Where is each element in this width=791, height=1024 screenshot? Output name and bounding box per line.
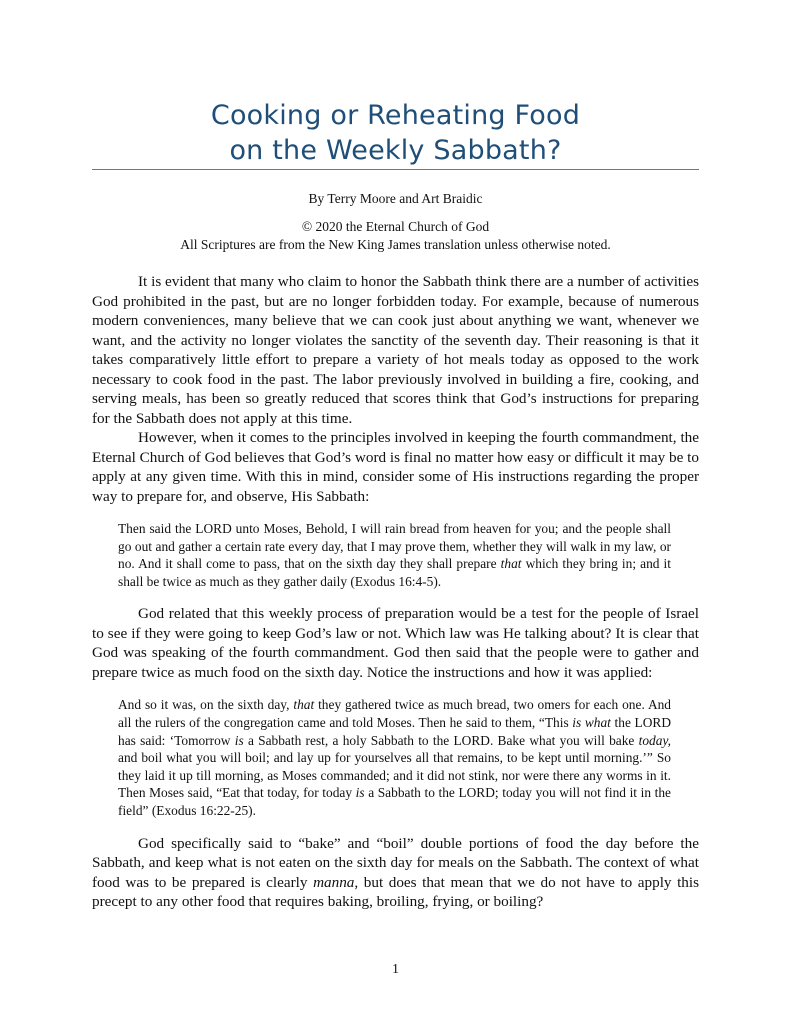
- quote-text: a Sabbath to the LORD; today you will not find it in the field” (Exodus 16:22-25).: [118, 785, 671, 818]
- quote-text: Then said the LORD unto Moses, Behold, I will rain bread from heaven for you; and the people shall go out and gather a certain rate every day, that I may prove them, whether they will walk in my law, or no. And it shall come to pass, that on the sixth day they shall prepare: [118, 521, 671, 572]
- paragraph: God related that this weekly process of preparation would be a test for the people of Israel to see if they were going to keep God’s law or not. Which law was He talking about? It is clear that God was speaking of the fourth commandment. God then said that the people were to gather and prepare twice as much food on the sixth day. Notice the instructions and how it was applied:: [92, 605, 699, 681]
- scripture-note: All Scriptures are from the New King James translation unless otherwise noted.: [180, 237, 611, 252]
- copyright-line: © 2020 the Eternal Church of God: [301, 219, 490, 234]
- author-byline: By Terry Moore and Art Braidic: [308, 191, 483, 206]
- paragraph-italic: manna: [313, 873, 355, 891]
- article-body: [92, 272, 699, 912]
- paragraph: [92, 834, 699, 912]
- quote-text: And so it was, on the sixth day,: [118, 697, 294, 713]
- title-line-2: on the Weekly Sabbath?: [229, 135, 562, 166]
- quote-italic: is what: [572, 714, 611, 730]
- scripture-quote: [118, 520, 671, 590]
- title-divider: [92, 169, 699, 170]
- copyright-block: [0, 218, 791, 254]
- paragraph: However, when it comes to the principles involved in keeping the fourth commandment, the Eternal Church of God believes that God’s word is final no matter how easy or difficult it may be to apply at any given time. With this in mind, consider some of His instructions regarding the proper way to prepare for, and observe, His Sabbath:: [92, 429, 699, 505]
- scripture-quote: [118, 696, 671, 819]
- paragraph-text: God specifically said to “bake” and “boil” double portions of food the day before the Sabbath, and keep what is not eaten on the sixth day for meals on the Sabbath. The context of what food was to be prepared is clearly: [92, 834, 699, 891]
- quote-italic: that: [500, 556, 522, 572]
- quote-italic: today,: [638, 732, 671, 748]
- quote-italic: is: [355, 785, 365, 801]
- quote-text: the LORD has said: ‘Tomorrow: [118, 714, 671, 748]
- quote-text: and boil what you will boil; and lay up for yourselves all that remains, to be kept until morning.’” So they laid it up till morning, as Moses commanded; and it did not stink, nor were there any worms in it. Then Moses said, “Eat that today, for today: [118, 750, 671, 801]
- quote-italic: is: [234, 732, 244, 748]
- quote-text: they gathered twice as much bread, two omers for each one. And all the rulers of the congregation came and told Moses. Then he said to them, “This: [118, 697, 672, 730]
- paragraph: It is evident that many who claim to honor the Sabbath think there are a number of activities God prohibited in the past, but are no longer forbidden today. For example, because of numerous modern conveniences, many believe that we can cook just about anything we want, whenever we want, and the activity no longer violates the sanctity of the seventh day. Their reasoning is that it takes comparatively little effort to prepare a variety of hot meals today as opposed to the work necessary to cook food in the past. The labor previously involved in building a fire, cooking, and serving meals, has been so greatly reduced that scores think that God’s instructions for preparing for the Sabbath does not apply at this time.: [92, 273, 699, 427]
- document-title: [0, 98, 791, 168]
- quote-italic: that: [293, 697, 315, 713]
- page-number: 1: [392, 962, 399, 977]
- quote-text: which they bring in; and it shall be twice as much as they gather daily (Exodus 16:4-5).: [118, 556, 671, 589]
- title-line-1: Cooking or Reheating Food: [210, 100, 581, 131]
- quote-text: a Sabbath rest, a holy Sabbath to the LORD. Bake what you will bake: [243, 732, 639, 748]
- paragraph-text: , but does that mean that we do not have to apply this precept to any other food that requires baking, broiling, frying, or boiling?: [92, 873, 700, 911]
